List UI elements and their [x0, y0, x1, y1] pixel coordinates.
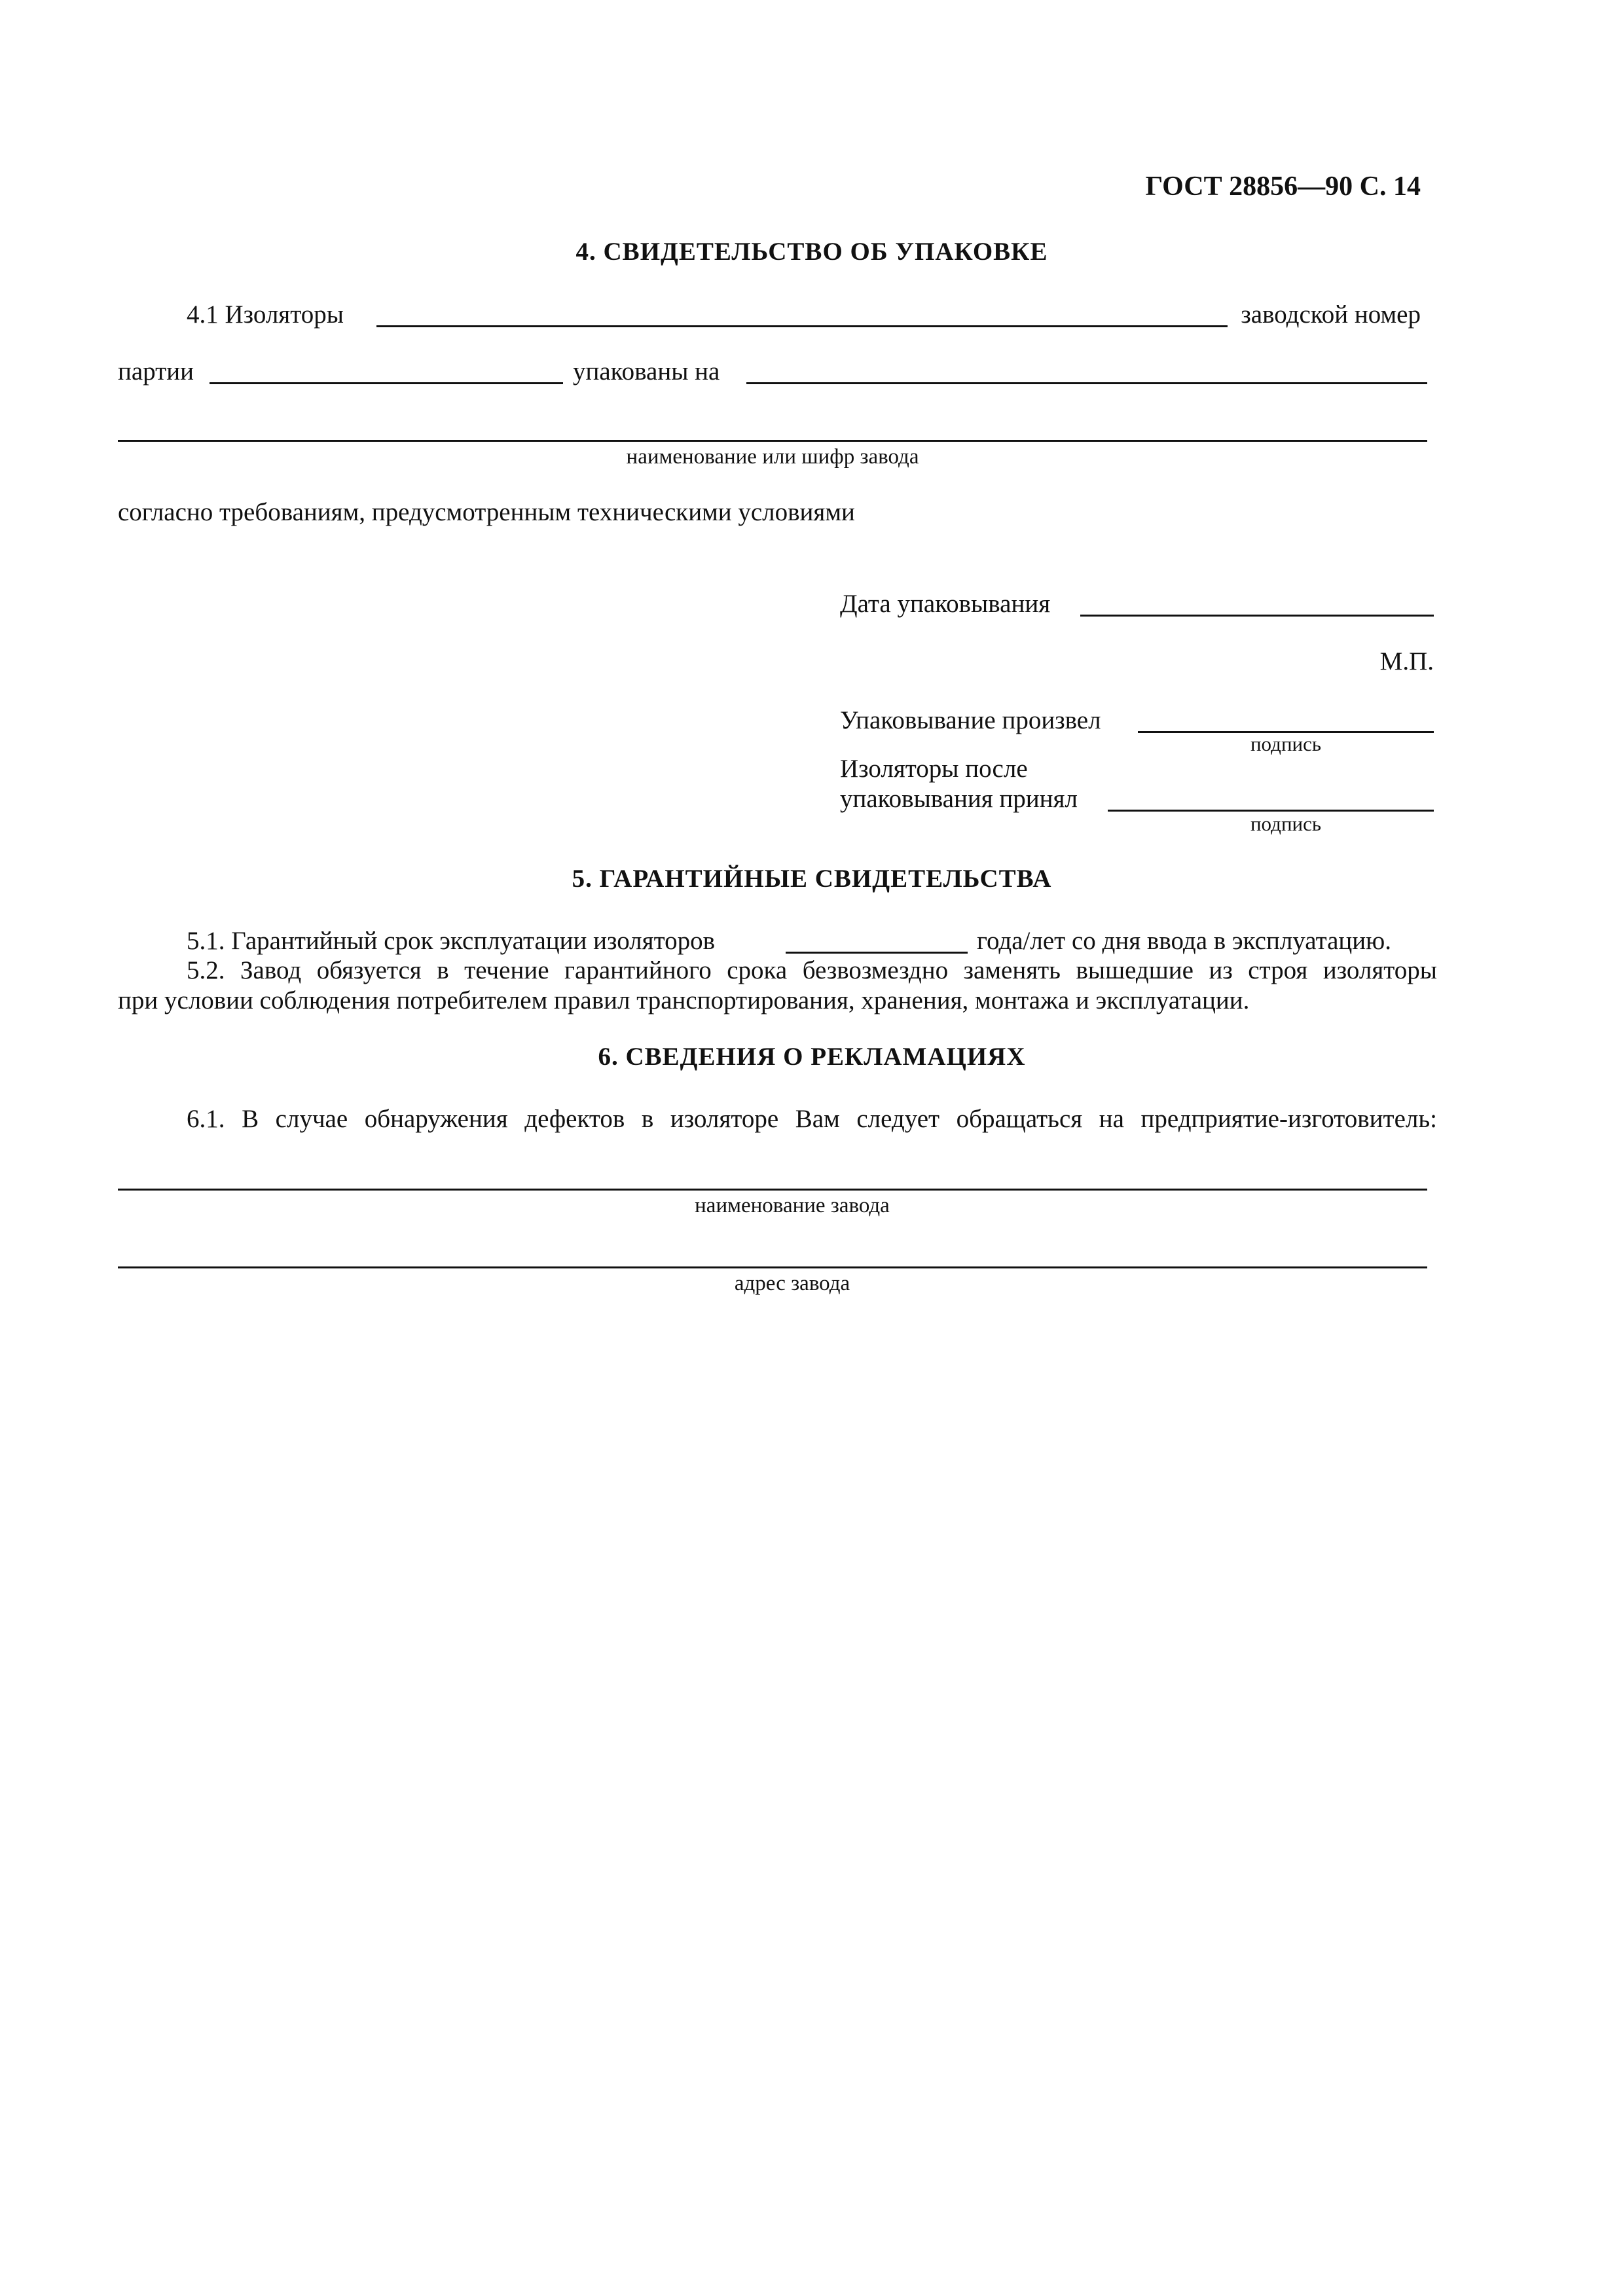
batch-label: партии — [118, 357, 194, 386]
packed-on-label: упакованы на — [573, 357, 720, 386]
factory-name-claims-field[interactable] — [118, 1189, 1427, 1191]
signature-caption-2: подпись — [1250, 812, 1322, 835]
batch-number-field[interactable] — [210, 382, 563, 384]
factory-name-claims-caption: наименование завода — [695, 1194, 890, 1217]
insulators-type-field[interactable] — [376, 325, 1228, 327]
warranty-obligation-line2: при условии соблюдения потребителем правил транспортирования, хранения, монтажа и эксплуатации. — [118, 986, 1250, 1014]
factory-name-caption: наименование или шифр завода — [626, 445, 919, 469]
warranty-period-field[interactable] — [786, 952, 968, 954]
factory-address-caption: адрес завода — [734, 1272, 850, 1295]
packed-by-label: Упаковывание произвел — [840, 706, 1101, 734]
section-5-title: 5. ГАРАНТИЙНЫЕ СВИДЕТЕЛЬСТВА — [572, 865, 1052, 893]
claims-text: 6.1. В случае обнаружения дефектов в изоляторе Вам следует обращаться на предприятие-изготовитель: — [187, 1105, 1437, 1133]
section-4-title: 4. СВИДЕТЕЛЬСТВО ОБ УПАКОВКЕ — [575, 238, 1048, 266]
insulators-label: 4.1 Изоляторы — [187, 300, 344, 329]
accepted-by-label-line2: упаковывания принял — [840, 785, 1078, 813]
accepted-by-label-line1: Изоляторы после — [840, 755, 1028, 783]
packing-date-field[interactable] — [1080, 615, 1434, 617]
warranty-period-text-start: 5.1. Гарантийный срок эксплуатации изоляторов — [187, 927, 716, 955]
warranty-period-text-end: года/лет со дня ввода в эксплуатацию. — [977, 927, 1392, 955]
document-reference: ГОСТ 28856—90 С. 14 — [1145, 171, 1421, 202]
section-6-title: 6. СВЕДЕНИЯ О РЕКЛАМАЦИЯХ — [598, 1043, 1026, 1071]
factory-address-field[interactable] — [118, 1266, 1427, 1268]
factory-number-label: заводской номер — [1241, 300, 1421, 329]
packed-on-field[interactable] — [746, 382, 1427, 384]
warranty-obligation-line1: 5.2. Завод обязуется в течение гарантийного срока безвозмездно заменять вышедшие из строя изоляторы — [187, 956, 1437, 984]
packing-date-label: Дата упаковывания — [840, 590, 1051, 618]
conformity-text: согласно требованиям, предусмотренным техническими условиями — [118, 498, 855, 526]
stamp-place-label: М.П. — [1379, 647, 1434, 675]
signature-caption-1: подпись — [1250, 732, 1322, 755]
factory-name-field[interactable] — [118, 440, 1427, 442]
